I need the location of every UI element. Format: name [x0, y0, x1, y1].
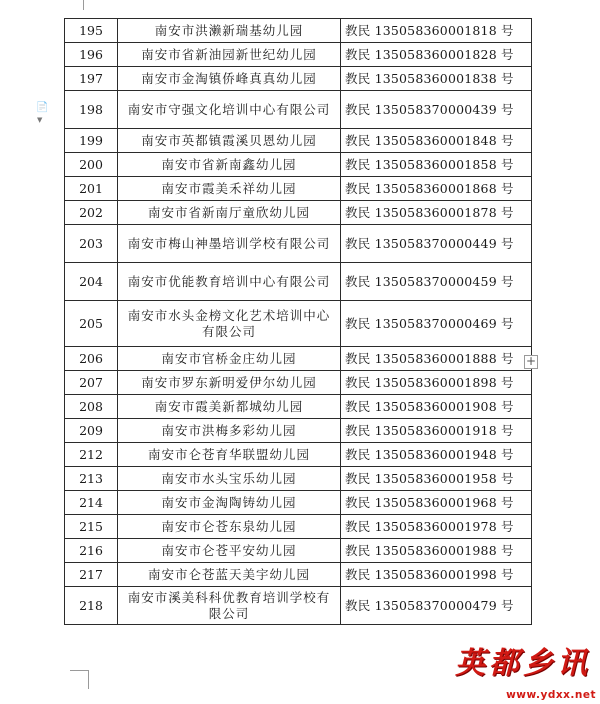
row-number-cell: 196 [65, 43, 118, 67]
table-row [65, 225, 532, 263]
page-corner-mark-bottom [70, 670, 89, 689]
license-code-cell: 教民 135058360001868 号 [341, 177, 532, 201]
row-number-cell: 201 [65, 177, 118, 201]
institution-name-cell: 南安市溪美科科优教育培训学校有限公司 [118, 587, 341, 625]
institution-name-cell: 南安市水头宝乐幼儿园 [118, 467, 341, 491]
license-code-cell: 教民 135058360001948 号 [341, 443, 532, 467]
row-number-cell: 206 [65, 347, 118, 371]
license-code-cell: 教民 135058360001988 号 [341, 539, 532, 563]
license-code-cell: 教民 135058360001888 号 [341, 347, 532, 371]
license-code-cell: 教民 135058360001898 号 [341, 371, 532, 395]
row-number-cell: 217 [65, 563, 118, 587]
institution-name-cell: 南安市仑苍育华联盟幼儿园 [118, 443, 341, 467]
institution-name-cell: 南安市仑苍东泉幼儿园 [118, 515, 341, 539]
institution-name-cell: 南安市梅山神墨培训学校有限公司 [118, 225, 341, 263]
row-number-cell: 209 [65, 419, 118, 443]
row-number-cell: 202 [65, 201, 118, 225]
institution-name-cell: 南安市霞美禾祥幼儿园 [118, 177, 341, 201]
license-code-cell: 教民 135058360001878 号 [341, 201, 532, 225]
table-row [65, 371, 532, 395]
row-number-cell: 215 [65, 515, 118, 539]
row-number-cell: 208 [65, 395, 118, 419]
row-number-cell: 218 [65, 587, 118, 625]
table-row [65, 263, 532, 301]
table-row [65, 91, 532, 129]
table-row [65, 419, 532, 443]
license-code-cell: 教民 135058360001968 号 [341, 491, 532, 515]
license-code-cell: 教民 135058360001848 号 [341, 129, 532, 153]
row-number-cell: 199 [65, 129, 118, 153]
license-code-cell: 教民 135058370000439 号 [341, 91, 532, 129]
institution-name-cell: 南安市守强文化培训中心有限公司 [118, 91, 341, 129]
table-row [65, 443, 532, 467]
row-number-cell: 213 [65, 467, 118, 491]
license-code-cell: 教民 135058370000449 号 [341, 225, 532, 263]
registration-table [64, 18, 532, 625]
row-number-cell: 197 [65, 67, 118, 91]
institution-name-cell: 南安市罗东新明爱伊尔幼儿园 [118, 371, 341, 395]
row-number-cell: 204 [65, 263, 118, 301]
table-row [65, 301, 532, 347]
institution-name-cell: 南安市仑苍平安幼儿园 [118, 539, 341, 563]
table-row [65, 177, 532, 201]
institution-name-cell: 南安市洪梅多彩幼儿园 [118, 419, 341, 443]
license-code-cell: 教民 135058360001908 号 [341, 395, 532, 419]
row-number-cell: 195 [65, 19, 118, 43]
license-code-cell: 教民 135058360001828 号 [341, 43, 532, 67]
table-row [65, 19, 532, 43]
institution-name-cell: 南安市仑苍蓝天美宇幼儿园 [118, 563, 341, 587]
row-number-cell: 198 [65, 91, 118, 129]
table-row [65, 563, 532, 587]
row-number-cell: 216 [65, 539, 118, 563]
license-code-cell: 教民 135058370000469 号 [341, 301, 532, 347]
table-row [65, 539, 532, 563]
table-row [65, 43, 532, 67]
institution-name-cell: 南安市霞美新都城幼儿园 [118, 395, 341, 419]
watermark-title: 英都乡讯 [455, 646, 591, 681]
table-row [65, 201, 532, 225]
table-row [65, 67, 532, 91]
table-row [65, 491, 532, 515]
row-number-cell: 203 [65, 225, 118, 263]
license-code-cell: 教民 135058360001998 号 [341, 563, 532, 587]
table-row [65, 515, 532, 539]
table-row [65, 587, 532, 625]
watermark-url: www.ydxx.net [506, 689, 596, 701]
institution-name-cell: 南安市洪濑新瑞基幼儿园 [118, 19, 341, 43]
watermark-logo [455, 647, 600, 704]
table-row [65, 129, 532, 153]
license-code-cell: 教民 135058370000459 号 [341, 263, 532, 301]
row-number-cell: 207 [65, 371, 118, 395]
license-code-cell: 教民 135058360001818 号 [341, 19, 532, 43]
license-code-cell: 教民 135058360001838 号 [341, 67, 532, 91]
institution-name-cell: 南安市省新油园新世纪幼儿园 [118, 43, 341, 67]
license-code-cell: 教民 135058360001858 号 [341, 153, 532, 177]
table-row [65, 347, 532, 371]
license-code-cell: 教民 135058370000479 号 [341, 587, 532, 625]
chevron-down-icon[interactable]: ▼ [37, 116, 43, 124]
institution-name-cell: 南安市金淘镇侨峰真真幼儿园 [118, 67, 341, 91]
table-row [65, 153, 532, 177]
institution-name-cell: 南安市英都镇霞溪贝恩幼儿园 [118, 129, 341, 153]
row-number-cell: 212 [65, 443, 118, 467]
institution-name-cell: 南安市官桥金庄幼儿园 [118, 347, 341, 371]
institution-name-cell: 南安市省新南鑫幼儿园 [118, 153, 341, 177]
plus-icon[interactable]: + [525, 354, 537, 368]
row-number-cell: 214 [65, 491, 118, 515]
table-row [65, 395, 532, 419]
page-corner-mark-top [83, 0, 85, 10]
document-icon[interactable]: 📄▼ [36, 102, 49, 124]
table-row [65, 467, 532, 491]
institution-name-cell: 南安市优能教育培训中心有限公司 [118, 263, 341, 301]
license-code-cell: 教民 135058360001978 号 [341, 515, 532, 539]
institution-name-cell: 南安市水头金榜文化艺术培训中心有限公司 [118, 301, 341, 347]
row-number-cell: 205 [65, 301, 118, 347]
license-code-cell: 教民 135058360001918 号 [341, 419, 532, 443]
license-code-cell: 教民 135058360001958 号 [341, 467, 532, 491]
institution-name-cell: 南安市省新南厅童欣幼儿园 [118, 201, 341, 225]
institution-name-cell: 南安市金淘陶铸幼儿园 [118, 491, 341, 515]
row-number-cell: 200 [65, 153, 118, 177]
